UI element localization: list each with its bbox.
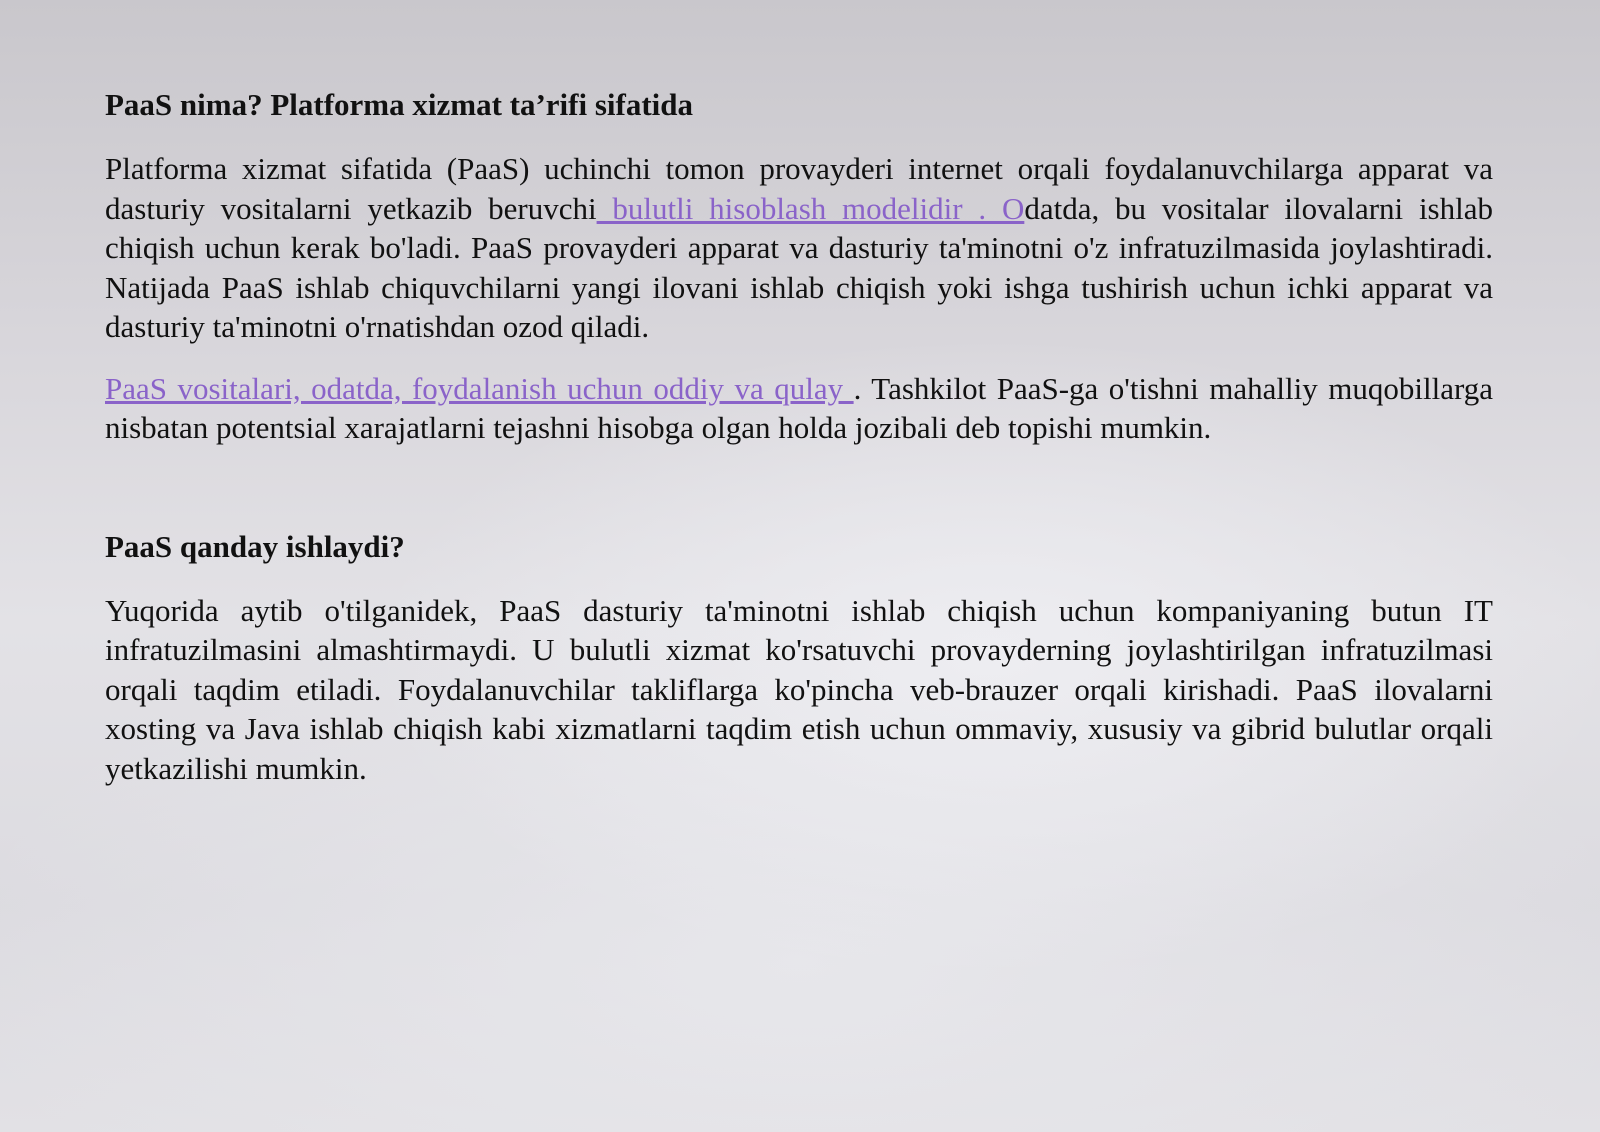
paragraph-how-paas-works: Yuqorida aytib o'tilganidek, PaaS dasturiy ta'minotni ishlab chiqish uchun kompaniyaning butun IT infratuzilmasini almashtirmaydi. U bulutli xizmat ko'rsatuvchi provayderning joylashtirilgan infratuzilmasi orqali taqdim etiladi. Foydalanuvchilar takliflarga ko'pincha veb-brauzer orqali kirishadi. PaaS ilovalarni xosting va Java ishlab chiqish kabi xizmatlarni taqdim etish uchun ommaviy, xususiy va gibrid bulutlar orqali yetkazilishi mumkin. [105,592,1493,786]
paragraph-text: datda, bu vositalar ilovalarni ishlab chiqish uchun kerak bo'ladi. PaaS provayderi apparat va dasturiy ta'minotni o'z infratuzilmasida joylashtiradi. Natijada PaaS ishlab chiquvchilarni yangi ilovani ishlab chiqish yoki ishga tushirish uchun ichki apparat va dasturiy ta'minotni o'rnatishdan ozod qiladi. [105,190,1493,344]
paragraph-text: . Tashkilot PaaS-ga o'tishni mahalliy muqobillarga nisbatan potentsial xarajatlarni tejashni hisobga olgan holda jozibali deb topishi mumkin. [105,370,1493,445]
paragraph-text: Platforma xizmat sifatida (PaaS) uchinchi tomon provayderi internet orqali foydalanuvchilarga apparat va dasturiy vositalarni yetkazib beruvchi [105,151,1493,226]
slide-content [105,86,1493,788]
paragraph-paas-definition [105,149,1493,347]
cloud-computing-model-link[interactable]: bulutli hisoblash modelidir . O [596,190,1025,226]
section-heading-paas-definition: PaaS nima? Platforma xizmat ta’rifi sifatida [105,87,694,122]
section-heading-how-paas-works: PaaS qanday ishlaydi? [105,528,405,564]
paragraph-paas-tools [105,369,1493,448]
paas-tools-link[interactable]: PaaS vositalari, odatda, foydalanish uchun oddiy va qulay [105,370,854,406]
